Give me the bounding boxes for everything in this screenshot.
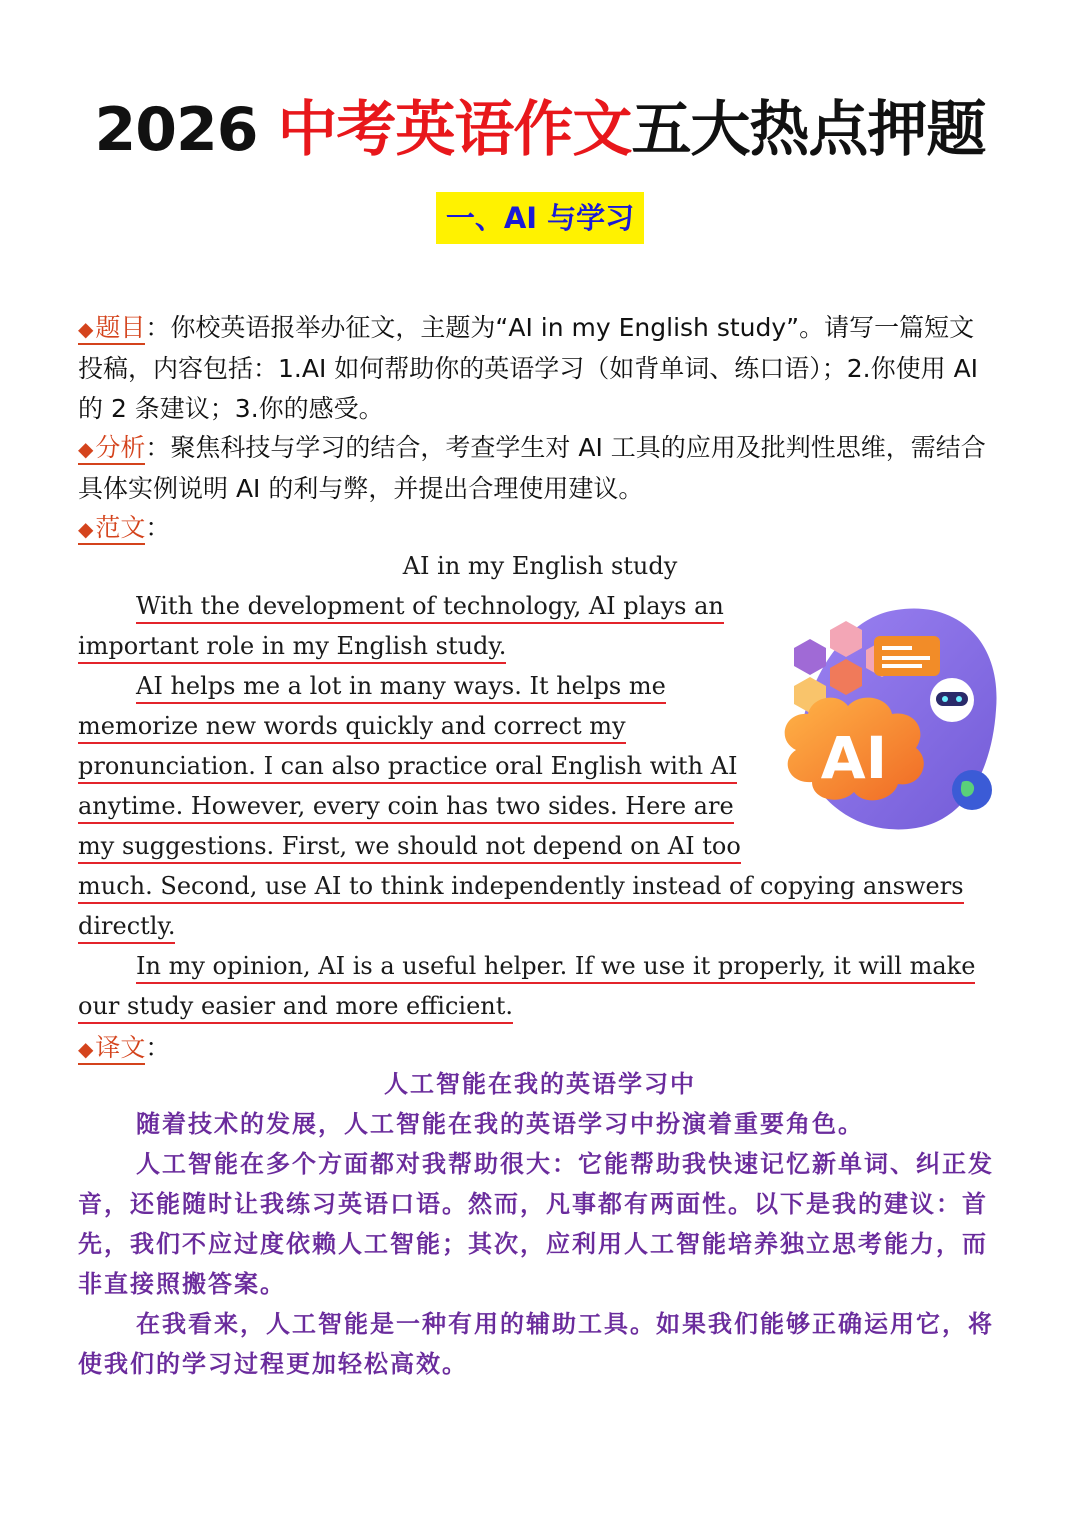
essay-line: my suggestions. First, we should not depend on AI too	[78, 830, 741, 864]
title-year: 2026	[94, 95, 278, 165]
diamond-icon: ◆	[78, 437, 94, 461]
translation-paragraph: 人工智能在多个方面都对我帮助很大：它能帮助我快速记忆新单词、纠正发音，还能随时让我练习英语口语。然而，凡事都有两面性。以下是我的建议：首先，我们不应过度依赖人工智能；其次，应利用人工智能培养独立思考能力，而非直接照搬答案。	[78, 1149, 994, 1298]
topic-text: 你校英语报举办征文，主题为“AI in my English study”。请写一篇短文投稿，内容包括：1.AI 如何帮助你的英语学习（如背单词、练口语）；2.你使用 AI 的 2 条建议；3.你的感受。	[78, 313, 979, 423]
translation-paragraph: 在我看来，人工智能是一种有用的辅助工具。如果我们能够正确运用它，将使我们的学习过程更加轻松高效。	[78, 1309, 994, 1378]
page-title	[0, 88, 1080, 172]
title-rest: 五大热点押题	[631, 95, 986, 165]
translation-paragraph: 随着技术的发展，人工智能在我的英语学习中扮演着重要角色。	[136, 1109, 864, 1138]
essay-line: our study easier and more efficient.	[78, 990, 513, 1024]
topic-paragraph: ◆题目：你校英语报举办征文，主题为“AI in my English study”。请写一篇短文投稿，内容包括：1.AI 如何帮助你的英语学习（如背单词、练口语）；2.你使用 AI 的 2 条建议；3.你的感受。	[78, 313, 979, 423]
essay-line: AI helps me a lot in many ways. It helps me	[136, 670, 666, 704]
translation-heading: ◆译文：	[78, 1028, 998, 1069]
analysis-label: ◆分析	[78, 433, 145, 465]
essay-line: In my opinion, AI is a useful helper. If we use it properly, it will make	[136, 950, 975, 984]
essay-line: directly.	[78, 910, 175, 944]
essay-line: memorize new words quickly and correct my	[78, 710, 626, 744]
sample-heading: ◆范文：	[78, 508, 998, 549]
diamond-icon: ◆	[78, 317, 94, 341]
illustration-text: AI	[820, 724, 888, 792]
translation-label: ◆译文	[78, 1033, 145, 1065]
sample-label: ◆范文	[78, 513, 145, 545]
analysis-paragraph: ◆分析：聚焦科技与学习的结合，考查学生对 AI 工具的应用及批判性思维，需结合具体实例说明 AI 的利与弊，并提出合理使用建议。	[78, 433, 986, 503]
ai-illustration	[766, 600, 1002, 836]
diamond-icon: ◆	[78, 1037, 94, 1061]
essay-title: AI in my English study	[402, 552, 678, 580]
section-tag: 一、AI 与学习	[436, 192, 644, 244]
essay-line: pronunciation. I can also practice oral English with AI	[78, 750, 737, 784]
translation-title: 人工智能在我的英语学习中	[384, 1069, 696, 1098]
topic-label: ◆题目	[78, 313, 145, 345]
essay-line: important role in my English study.	[78, 630, 506, 664]
essay-line: anytime. However, every coin has two sides. Here are	[78, 790, 734, 824]
analysis-text: 聚焦科技与学习的结合，考查学生对 AI 工具的应用及批判性思维，需结合具体实例说明 AI 的利与弊，并提出合理使用建议。	[78, 433, 986, 503]
essay-line: With the development of technology, AI plays an	[136, 590, 724, 624]
section-header	[0, 192, 1080, 244]
diamond-icon: ◆	[78, 517, 94, 541]
title-highlight: 中考英语作文	[277, 95, 632, 165]
essay-line: much. Second, use AI to think independently instead of copying answers	[78, 870, 964, 904]
